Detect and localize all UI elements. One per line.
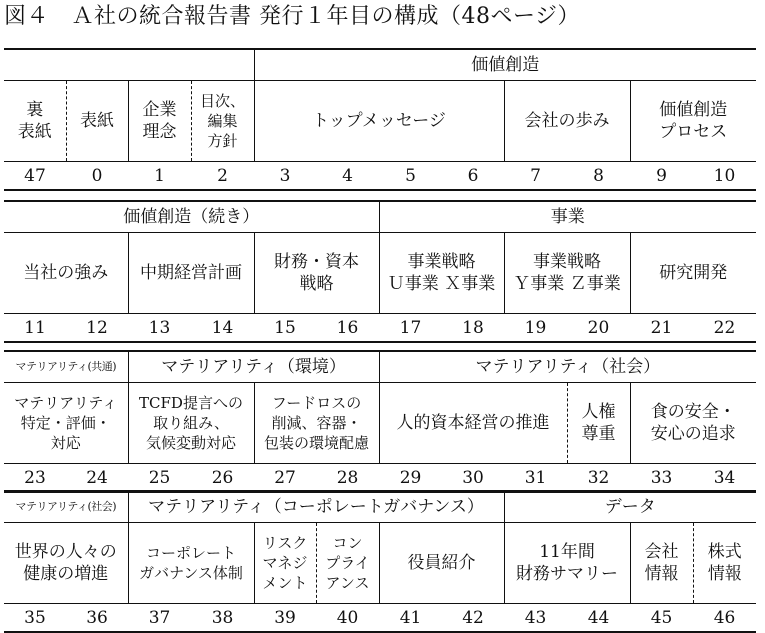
page-number: 37 <box>148 607 171 628</box>
section-back-cover: 裏 表紙 <box>17 100 52 142</box>
page-number: 18 <box>462 317 484 338</box>
page-number: 8 <box>593 165 604 186</box>
section-human-rights: 人権 尊重 <box>567 383 630 464</box>
page-number-row <box>4 314 756 343</box>
page-number: 3 <box>279 165 291 186</box>
page-number: 6 <box>467 165 479 186</box>
page-number: 26 <box>211 467 234 488</box>
page-number: 14 <box>211 317 234 338</box>
page-number: 2 <box>217 165 228 186</box>
block-4-header-data: データ <box>504 491 756 523</box>
page-number: 17 <box>399 317 422 338</box>
section-cover: 表紙 <box>66 81 128 162</box>
section-materiality-identification: マテリアリティ 特定・評価・ 対応 <box>14 394 118 452</box>
section-business-strategy-ux: 事業戦略 Ｕ事業 Ｘ事業 <box>379 233 504 314</box>
page-number: 28 <box>336 467 359 488</box>
section-stock-info: 株式 情報 <box>693 523 756 604</box>
block-4 <box>4 490 756 633</box>
page-number: 29 <box>399 467 422 488</box>
page-number: 32 <box>587 467 610 488</box>
page-number: 12 <box>86 317 108 338</box>
block-4-header-materiality-governance: マテリアリティ（コーポレートガバナンス） <box>128 491 504 523</box>
page-number-row <box>4 604 756 633</box>
page-number: 7 <box>530 165 541 186</box>
block-1 <box>4 48 756 191</box>
section-contents-policy: 目次、 編集 方針 <box>191 81 254 162</box>
page-number-row <box>4 464 756 493</box>
page-number: 39 <box>274 607 296 628</box>
block-2-header-business: 事業 <box>379 201 756 233</box>
block-1-header-value-creation: 価値創造 <box>254 49 756 81</box>
section-officers: 役員紹介 <box>379 523 504 604</box>
block-2 <box>4 200 756 343</box>
page-number: 21 <box>650 317 673 338</box>
page-number: 33 <box>650 467 673 488</box>
page-number: 36 <box>86 607 108 628</box>
section-tcfd: TCFD提言への 取り組み、 気候変動対応 <box>128 383 254 464</box>
page-number: 22 <box>713 317 736 338</box>
page-number: 19 <box>524 317 547 338</box>
page-number: 16 <box>336 317 359 338</box>
page-number: 23 <box>24 467 46 488</box>
section-risk-management: リスク マネジ メント <box>254 523 316 604</box>
section-compliance: コン プライ アンス <box>316 523 379 604</box>
page-number: 43 <box>524 607 547 628</box>
page-number: 31 <box>524 467 547 488</box>
block-1-header-blank <box>4 49 254 81</box>
section-company-info: 会社 情報 <box>630 523 693 604</box>
page-number: 13 <box>148 317 171 338</box>
block-3-header-materiality-common: マテリアリティ(共通) <box>4 351 128 383</box>
page-number: 47 <box>24 165 46 186</box>
page-number: 41 <box>399 607 422 628</box>
section-rnd: 研究開発 <box>630 233 756 314</box>
section-corporate-philosophy: 企業 理念 <box>128 81 191 162</box>
page-number: 0 <box>91 165 103 186</box>
page-number: 44 <box>587 607 610 628</box>
page-number: 40 <box>336 607 359 628</box>
page-number-row <box>4 162 756 191</box>
page-number: 35 <box>24 607 46 628</box>
page-number: 34 <box>713 467 736 488</box>
block-3-header-materiality-society: マテリアリティ（社会） <box>379 351 756 383</box>
page-number: 30 <box>462 467 484 488</box>
block-4-header-materiality-society: マテリアリティ(社会) <box>4 491 128 523</box>
section-business-strategy-yz: 事業戦略 Ｙ事業 Ｚ事業 <box>504 233 630 314</box>
page-number: 15 <box>274 317 296 338</box>
section-strengths: 当社の強み <box>23 263 109 283</box>
section-financial-summary: 11年間 財務サマリー <box>504 523 630 604</box>
section-value-creation-process: 価値創造 プロセス <box>630 81 756 162</box>
page-number: 9 <box>656 165 667 186</box>
page-number: 11 <box>24 317 46 338</box>
section-financial-capital-strategy: 財務・資本 戦略 <box>254 233 379 314</box>
section-food-loss: フードロスの 削減、容器・ 包装の環境配慮 <box>254 383 379 464</box>
section-top-message: トップメッセージ <box>254 81 504 162</box>
block-3 <box>4 350 756 493</box>
page-number: 5 <box>405 165 416 186</box>
block-2-header-value-creation-cont: 価値創造（続き） <box>4 201 379 233</box>
block-3-header-materiality-environment: マテリアリティ（環境） <box>128 351 379 383</box>
figure-title: 図４ Ａ社の統合報告書 発行１年目の構成（48ページ） <box>4 4 581 29</box>
section-human-capital: 人的資本経営の推進 <box>379 383 567 464</box>
page-number: 46 <box>713 607 736 628</box>
page-number: 25 <box>148 467 171 488</box>
page-number: 45 <box>650 607 673 628</box>
section-food-safety: 食の安全・ 安心の追求 <box>630 383 756 464</box>
page-number: 1 <box>154 165 165 186</box>
page-number: 24 <box>86 467 108 488</box>
page-number: 27 <box>274 467 296 488</box>
section-mid-term-plan: 中期経営計画 <box>128 233 254 314</box>
section-global-health: 世界の人々の 健康の増進 <box>14 542 117 584</box>
page-number: 4 <box>342 165 353 186</box>
page-number: 20 <box>587 317 610 338</box>
section-corporate-governance: コーポレート ガバナンス体制 <box>128 523 254 604</box>
page-number: 10 <box>713 165 736 186</box>
page-number: 42 <box>462 607 484 628</box>
page-number: 38 <box>211 607 234 628</box>
section-company-history: 会社の歩み <box>504 81 630 162</box>
